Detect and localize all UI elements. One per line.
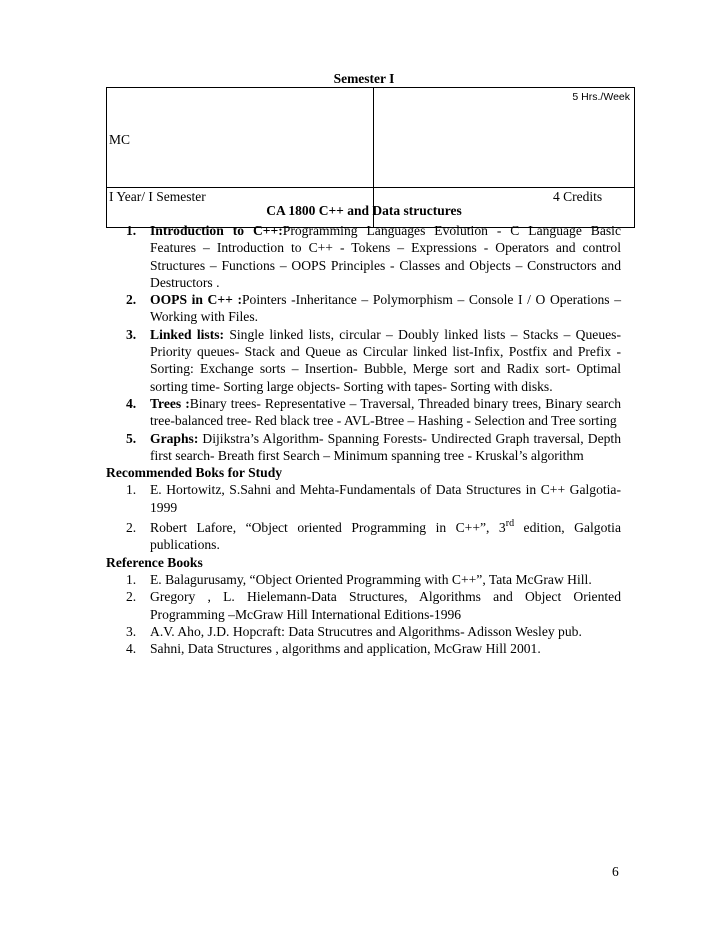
book-text: E. Hortowitz, S.Sahni and Mehta-Fundamentals of Data Structures in C++ Galgotia-1999 [150,482,621,515]
unit-number: 3. [126,326,137,342]
unit-title: OOPS in C++ : [150,292,242,308]
book-text: Robert Lafore, “Object oriented Programming in C++”, 3 [150,520,506,536]
reference-text: A.V. Aho, J.D. Hopcraft: Data Strucutres and Algorithms- Adisson Wesley pub. [150,623,582,639]
unit-number: 5. [126,430,137,446]
recommended-heading: Recommended Boks for Study [106,465,283,481]
reference-list [106,571,621,657]
book-item [106,481,621,516]
reference-heading: Reference Books [106,554,203,570]
unit-item [106,326,621,395]
unit-text: Programming Languages Evolution - C Language Basic Features – Introduction to C++ - Tokens – Expressions - Operators and control Structures – Functions – OOPS Principles - Classes and Objects – Constructors and Destructors . [150,223,621,290]
page-number: 6 [612,864,619,879]
unit-item [106,395,621,430]
program-label: MC [109,132,131,147]
reference-text: E. Balagurusamy, “Object Oriented Programming with C++”, Tata McGraw Hill. [150,571,592,587]
unit-text: Single linked lists, circular – Doubly linked lists – Stacks – Queues- Priority queues- Stack and Queue as Circular linked list-Infix, Postfix and Prefix - Sorting: Exchange sorts – Insertion- Bubble, Merge sort and Radix sort- Optimal sorting time- Sorting large objects- Sorting with tapes- Sorting with disks. [150,326,621,394]
program-cell [107,88,374,188]
reference-item [106,571,621,588]
unit-text: Dijikstra’s Algorithm- Spanning Forests- Undirected Graph traversal, Depth first search- Breath first Search – Minimum spanning tree - Kruskal’s algorithm [150,430,621,463]
recommended-list [106,481,621,553]
unit-item [106,430,621,465]
unit-text: Pointers -Inheritance – Polymorphism – Console I / O Operations – Working with Files. [150,292,621,325]
reference-text: Gregory , L. Hielemann-Data Structures, Algorithms and Object Oriented Programming –McGraw Hill International Editions-1996 [150,589,621,622]
reference-number: 2. [126,589,137,605]
unit-number: 4. [126,395,137,411]
unit-item [106,222,621,291]
unit-number: 1. [126,223,137,238]
semester-title: Semester I [333,71,395,86]
unit-text: Binary trees- Representative – Traversal, Threaded binary trees, Binary search tree-balanced tree- Red black tree - AVL-Btree – Hashing - Selection and Tree sorting [150,395,621,429]
book-text-cont: edition, Galgotia publications. [150,520,621,553]
reference-text: Sahni, Data Structures , algorithms and application, McGraw Hill 2001. [150,641,541,657]
reference-number: 3. [126,623,137,639]
course-title: CA 1800 C++ and Data structures [266,203,462,218]
unit-title: Trees : [150,395,190,411]
syllabus-content [106,222,621,657]
unit-title: Linked lists: [150,326,225,342]
units-list [106,222,621,464]
unit-title: Graphs: [150,430,199,446]
book-item [106,519,621,554]
reference-item [106,640,621,657]
book-number: 2. [126,520,137,536]
reference-item [106,623,621,640]
reference-number: 1. [126,571,137,587]
unit-title: Introduction to C++: [150,223,283,238]
book-number: 1. [126,482,137,498]
unit-number: 2. [126,292,137,308]
hours-label: 5 Hrs./Week [572,91,630,103]
year-semester-label: I Year/ I Semester [109,189,206,204]
ordinal-suffix: rd [505,518,515,530]
unit-item [106,291,621,326]
reference-item [106,588,621,623]
credits-label: 4 Credits [553,189,603,204]
reference-number: 4. [126,641,137,657]
hours-cell [374,88,635,188]
